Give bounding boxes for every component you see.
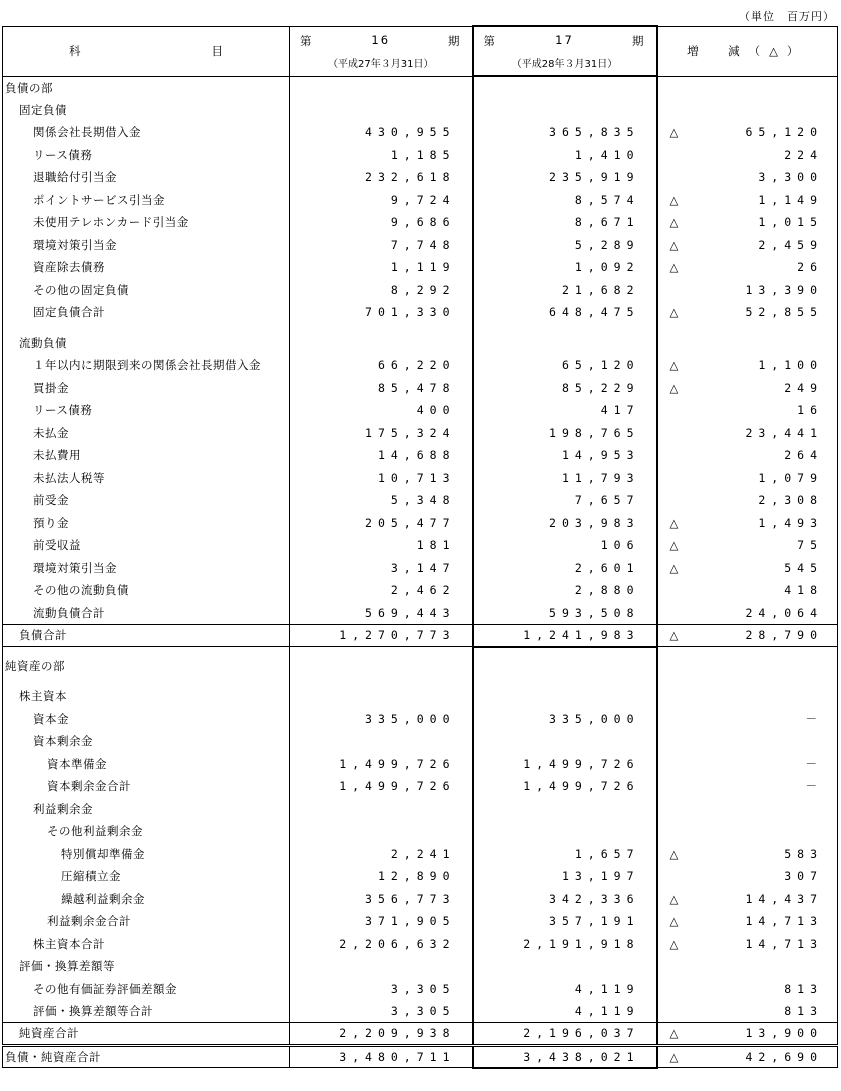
value-period17 xyxy=(473,955,657,978)
row-label: 前受金 xyxy=(3,489,290,512)
row-label: 流動負債合計 xyxy=(3,602,290,625)
change-amount: 2,459 xyxy=(758,237,823,252)
value-change xyxy=(657,1045,838,1068)
row-label: 評価・換算差額等 xyxy=(3,955,290,978)
value-period17: 13,197 xyxy=(473,865,657,888)
value-period16: 14,688 xyxy=(290,444,473,467)
value-period16: 9,724 xyxy=(290,189,473,212)
table-row xyxy=(3,399,838,422)
change-amount: 1,079 xyxy=(758,470,823,485)
table-row xyxy=(3,730,838,753)
value-period17: 342,336 xyxy=(473,888,657,911)
change-amount: 13,900 xyxy=(745,1026,823,1041)
row-label: 環境対策引当金 xyxy=(3,234,290,257)
table-row xyxy=(3,820,838,843)
header-period17 xyxy=(473,26,657,76)
negative-mark: △ xyxy=(669,914,679,929)
value-period17: 21,682 xyxy=(473,279,657,302)
value-period17: 203,983 xyxy=(473,512,657,535)
row-label: その他有価証券評価差額金 xyxy=(3,978,290,1001)
row-label: リース債務 xyxy=(3,144,290,167)
row-label: 資本剰余金合計 xyxy=(3,775,290,798)
value-period16: 85,478 xyxy=(290,377,473,400)
value-change xyxy=(657,933,838,956)
row-label: その他利益剰余金 xyxy=(3,820,290,843)
value-period17 xyxy=(473,99,657,122)
value-period16: 1,119 xyxy=(290,256,473,279)
table-row xyxy=(3,843,838,866)
change-amount: 813 xyxy=(784,981,823,996)
row-label: 資本準備金 xyxy=(3,753,290,776)
value-period16: 1,270,773 xyxy=(290,624,473,647)
value-period17: 2,601 xyxy=(473,557,657,580)
negative-mark: △ xyxy=(669,260,679,275)
row-label: 圧縮積立金 xyxy=(3,865,290,888)
change-amount: 52,855 xyxy=(745,305,823,320)
value-period16: 400 xyxy=(290,399,473,422)
value-period16: 2,206,632 xyxy=(290,933,473,956)
value-period17 xyxy=(473,730,657,753)
row-label: 前受収益 xyxy=(3,534,290,557)
value-period17: 14,953 xyxy=(473,444,657,467)
value-period17: 235,919 xyxy=(473,166,657,189)
row-label: 株主資本 xyxy=(3,685,290,708)
table-row xyxy=(3,512,838,535)
table-row xyxy=(3,279,838,302)
table-row xyxy=(3,467,838,490)
value-period17: 1,410 xyxy=(473,144,657,167)
table-row xyxy=(3,444,838,467)
value-period16 xyxy=(290,332,473,355)
row-label: 資本金 xyxy=(3,708,290,731)
value-change xyxy=(657,534,838,557)
change-amount: 1,015 xyxy=(758,215,823,230)
value-period17: 1,499,726 xyxy=(473,775,657,798)
value-change xyxy=(657,624,838,647)
value-change xyxy=(657,234,838,257)
table-row xyxy=(3,775,838,798)
change-amount: 224 xyxy=(784,147,823,162)
value-period17: 3,438,021 xyxy=(473,1045,657,1068)
value-change xyxy=(657,1023,838,1046)
negative-mark: △ xyxy=(669,891,679,906)
header-row xyxy=(3,26,838,76)
row-label: 流動負債 xyxy=(3,332,290,355)
negative-mark: △ xyxy=(669,125,679,140)
value-period16: 3,147 xyxy=(290,557,473,580)
change-amount: 2,308 xyxy=(758,493,823,508)
change-amount: 16 xyxy=(797,403,823,418)
negative-mark: △ xyxy=(669,846,679,861)
change-amount: 3,300 xyxy=(758,170,823,185)
value-period17: 1,657 xyxy=(473,843,657,866)
value-period17: 648,475 xyxy=(473,301,657,324)
value-change xyxy=(657,399,838,422)
table-row xyxy=(3,579,838,602)
negative-mark: △ xyxy=(669,936,679,951)
row-label: 未使用テレホンカード引当金 xyxy=(3,211,290,234)
row-label: 特別償却準備金 xyxy=(3,843,290,866)
value-period17: 198,765 xyxy=(473,422,657,445)
value-period16 xyxy=(290,730,473,753)
negative-mark: △ xyxy=(669,192,679,207)
value-period16: 569,443 xyxy=(290,602,473,625)
table-row xyxy=(3,489,838,512)
change-amount: 14,713 xyxy=(745,914,823,929)
negative-mark: △ xyxy=(669,237,679,252)
change-amount: 14,713 xyxy=(745,936,823,951)
header-period17-date: （平成28年３月31日） xyxy=(511,58,618,70)
value-period16: 8,292 xyxy=(290,279,473,302)
value-period16: 66,220 xyxy=(290,354,473,377)
row-label: 環境対策引当金 xyxy=(3,557,290,580)
negative-mark: △ xyxy=(669,628,679,643)
header-period16-ki: 期 xyxy=(447,33,462,48)
table-row xyxy=(3,865,838,888)
change-amount: 14,437 xyxy=(745,891,823,906)
change-amount: 249 xyxy=(784,380,823,395)
table-row xyxy=(3,234,838,257)
value-period16 xyxy=(290,685,473,708)
value-change xyxy=(657,955,838,978)
table-row xyxy=(3,166,838,189)
spacer-row xyxy=(3,677,838,685)
value-period16 xyxy=(290,76,473,99)
row-label: 未払費用 xyxy=(3,444,290,467)
change-amount: 1,149 xyxy=(758,192,823,207)
header-kamoku-1: 科 xyxy=(69,44,81,58)
value-period16: 10,713 xyxy=(290,467,473,490)
value-period16: 181 xyxy=(290,534,473,557)
value-change xyxy=(657,798,838,821)
value-change xyxy=(657,144,838,167)
change-amount: － xyxy=(805,711,823,726)
table-row xyxy=(3,211,838,234)
value-period16: 3,305 xyxy=(290,978,473,1001)
table-row xyxy=(3,888,838,911)
row-label: 負債の部 xyxy=(3,76,290,99)
value-change xyxy=(657,189,838,212)
table-row xyxy=(3,534,838,557)
table-row xyxy=(3,910,838,933)
row-label: 負債合計 xyxy=(3,624,290,647)
table-row xyxy=(3,1023,838,1046)
change-amount: 583 xyxy=(784,846,823,861)
value-period16: 430,955 xyxy=(290,121,473,144)
negative-mark: △ xyxy=(669,305,679,320)
value-period16: 205,477 xyxy=(290,512,473,535)
table-row xyxy=(3,685,838,708)
row-label: １年以内に期限到来の関係会社長期借入金 xyxy=(3,354,290,377)
value-change xyxy=(657,843,838,866)
change-amount: 307 xyxy=(784,869,823,884)
header-period17-ki: 期 xyxy=(631,33,646,48)
table-row xyxy=(3,301,838,324)
value-change xyxy=(657,166,838,189)
value-period17 xyxy=(473,332,657,355)
header-change xyxy=(657,26,838,76)
row-label: 利益剰余金 xyxy=(3,798,290,821)
table-row xyxy=(3,76,838,99)
value-period16: 356,773 xyxy=(290,888,473,911)
change-amount: 545 xyxy=(784,560,823,575)
row-label: ポイントサービス引当金 xyxy=(3,189,290,212)
value-period16: 232,618 xyxy=(290,166,473,189)
value-period17: 7,657 xyxy=(473,489,657,512)
value-period17: 8,671 xyxy=(473,211,657,234)
value-period17: 357,191 xyxy=(473,910,657,933)
change-amount: 264 xyxy=(784,448,823,463)
change-amount: 26 xyxy=(797,260,823,275)
change-amount: 75 xyxy=(797,538,823,553)
value-change xyxy=(657,467,838,490)
value-change xyxy=(657,753,838,776)
row-label: 関係会社長期借入金 xyxy=(3,121,290,144)
value-change xyxy=(657,978,838,1001)
value-period17: 4,119 xyxy=(473,1000,657,1023)
table-row xyxy=(3,354,838,377)
spacer-row xyxy=(3,647,838,655)
value-change xyxy=(657,332,838,355)
value-period17: 1,092 xyxy=(473,256,657,279)
table-row xyxy=(3,144,838,167)
table-row xyxy=(3,422,838,445)
header-period16-date: （平成27年３月31日） xyxy=(328,58,434,70)
change-amount: － xyxy=(805,756,823,771)
value-period17: 65,120 xyxy=(473,354,657,377)
value-change xyxy=(657,557,838,580)
spacer-row xyxy=(3,324,838,332)
value-change xyxy=(657,1000,838,1023)
value-change xyxy=(657,602,838,625)
value-period16 xyxy=(290,655,473,678)
negative-mark: △ xyxy=(669,1049,679,1064)
value-period16 xyxy=(290,820,473,843)
value-period16: 701,330 xyxy=(290,301,473,324)
header-kamoku xyxy=(3,26,290,76)
value-change xyxy=(657,489,838,512)
row-label: 資本剰余金 xyxy=(3,730,290,753)
value-change xyxy=(657,775,838,798)
value-change xyxy=(657,655,838,678)
table-row xyxy=(3,1045,838,1068)
header-period16-num: 16 xyxy=(371,32,391,47)
negative-mark: △ xyxy=(669,358,679,373)
table-row xyxy=(3,978,838,1001)
value-period16: 175,324 xyxy=(290,422,473,445)
value-period16 xyxy=(290,955,473,978)
value-change xyxy=(657,256,838,279)
value-period17: 1,499,726 xyxy=(473,753,657,776)
value-period17: 335,000 xyxy=(473,708,657,731)
value-period17: 365,835 xyxy=(473,121,657,144)
value-period17: 2,880 xyxy=(473,579,657,602)
negative-mark: △ xyxy=(669,538,679,553)
value-period16: 5,348 xyxy=(290,489,473,512)
value-period16: 1,185 xyxy=(290,144,473,167)
unit-label: （単位 百万円） xyxy=(739,10,835,23)
value-change xyxy=(657,512,838,535)
change-amount: 813 xyxy=(784,1004,823,1018)
change-amount: 24,064 xyxy=(745,605,823,620)
value-period17: 11,793 xyxy=(473,467,657,490)
value-period17: 85,229 xyxy=(473,377,657,400)
table-row xyxy=(3,256,838,279)
row-label: 固定負債 xyxy=(3,99,290,122)
table-row xyxy=(3,655,838,678)
table-row xyxy=(3,121,838,144)
table-row xyxy=(3,557,838,580)
table-row xyxy=(3,933,838,956)
value-period16: 371,905 xyxy=(290,910,473,933)
balance-sheet-table xyxy=(2,25,838,1069)
change-amount: 1,100 xyxy=(758,358,823,373)
value-period17 xyxy=(473,655,657,678)
value-change xyxy=(657,279,838,302)
negative-mark: △ xyxy=(669,380,679,395)
value-period16: 335,000 xyxy=(290,708,473,731)
header-change-label: 増 減（△） xyxy=(687,44,808,58)
value-change xyxy=(657,579,838,602)
header-period16-dai: 第 xyxy=(300,33,314,48)
value-period16: 2,462 xyxy=(290,579,473,602)
row-label: 負債・純資産合計 xyxy=(3,1045,290,1068)
value-period16: 3,305 xyxy=(290,1000,473,1023)
change-amount: 418 xyxy=(784,583,823,598)
row-label: 純資産合計 xyxy=(3,1023,290,1046)
row-label: リース債務 xyxy=(3,399,290,422)
value-change xyxy=(657,354,838,377)
header-period17-num: 17 xyxy=(555,32,574,47)
value-change xyxy=(657,121,838,144)
value-change xyxy=(657,301,838,324)
value-period17: 106 xyxy=(473,534,657,557)
value-period16: 1,499,726 xyxy=(290,753,473,776)
change-amount: 65,120 xyxy=(745,125,823,140)
value-period16 xyxy=(290,798,473,821)
row-label: 買掛金 xyxy=(3,377,290,400)
value-period16: 2,209,938 xyxy=(290,1023,473,1046)
negative-mark: △ xyxy=(669,215,679,230)
table-row xyxy=(3,624,838,647)
value-period17: 2,191,918 xyxy=(473,933,657,956)
value-period17: 8,574 xyxy=(473,189,657,212)
header-period17-dai: 第 xyxy=(483,33,497,48)
row-label: 株主資本合計 xyxy=(3,933,290,956)
value-period16: 1,499,726 xyxy=(290,775,473,798)
row-label: 退職給付引当金 xyxy=(3,166,290,189)
negative-mark: △ xyxy=(669,560,679,575)
value-period17: 5,289 xyxy=(473,234,657,257)
value-change xyxy=(657,730,838,753)
value-period16: 9,686 xyxy=(290,211,473,234)
value-period17: 2,196,037 xyxy=(473,1023,657,1046)
table-row xyxy=(3,332,838,355)
value-period17 xyxy=(473,798,657,821)
value-period16: 3,480,711 xyxy=(290,1045,473,1068)
value-change xyxy=(657,820,838,843)
table-row xyxy=(3,1000,838,1023)
change-amount: 42,690 xyxy=(745,1049,823,1064)
table-row xyxy=(3,955,838,978)
value-period17: 1,241,983 xyxy=(473,624,657,647)
value-period16: 12,890 xyxy=(290,865,473,888)
row-label: 利益剰余金合計 xyxy=(3,910,290,933)
value-period17: 4,119 xyxy=(473,978,657,1001)
row-label: 未払法人税等 xyxy=(3,467,290,490)
value-change xyxy=(657,865,838,888)
negative-mark: △ xyxy=(669,1026,679,1041)
value-period17: 417 xyxy=(473,399,657,422)
table-row xyxy=(3,708,838,731)
value-change xyxy=(657,685,838,708)
table-row xyxy=(3,602,838,625)
change-amount: 23,441 xyxy=(745,425,823,440)
row-label: 未払金 xyxy=(3,422,290,445)
change-amount: 28,790 xyxy=(745,628,823,643)
row-label: 固定負債合計 xyxy=(3,301,290,324)
table-row xyxy=(3,798,838,821)
header-kamoku-2: 目 xyxy=(211,44,223,58)
change-amount: 13,390 xyxy=(745,282,823,297)
row-label: 評価・換算差額等合計 xyxy=(3,1000,290,1023)
value-change xyxy=(657,99,838,122)
table-row xyxy=(3,377,838,400)
change-amount: 1,493 xyxy=(758,515,823,530)
value-period17: 593,508 xyxy=(473,602,657,625)
value-period16: 2,241 xyxy=(290,843,473,866)
value-change xyxy=(657,76,838,99)
value-change xyxy=(657,444,838,467)
value-change xyxy=(657,888,838,911)
table-row xyxy=(3,99,838,122)
value-change xyxy=(657,708,838,731)
negative-mark: △ xyxy=(669,515,679,530)
row-label: 資産除去債務 xyxy=(3,256,290,279)
row-label: その他の流動負債 xyxy=(3,579,290,602)
change-amount: － xyxy=(805,779,823,794)
value-period17 xyxy=(473,820,657,843)
value-period17 xyxy=(473,685,657,708)
row-label: 純資産の部 xyxy=(3,655,290,678)
value-change xyxy=(657,211,838,234)
value-change xyxy=(657,910,838,933)
header-period16 xyxy=(290,26,473,76)
row-label: 繰越利益剰余金 xyxy=(3,888,290,911)
row-label: 預り金 xyxy=(3,512,290,535)
table-row xyxy=(3,753,838,776)
value-period16 xyxy=(290,99,473,122)
value-period16: 7,748 xyxy=(290,234,473,257)
table-row xyxy=(3,189,838,212)
row-label: その他の固定負債 xyxy=(3,279,290,302)
value-change xyxy=(657,377,838,400)
value-period17 xyxy=(473,76,657,99)
value-change xyxy=(657,422,838,445)
